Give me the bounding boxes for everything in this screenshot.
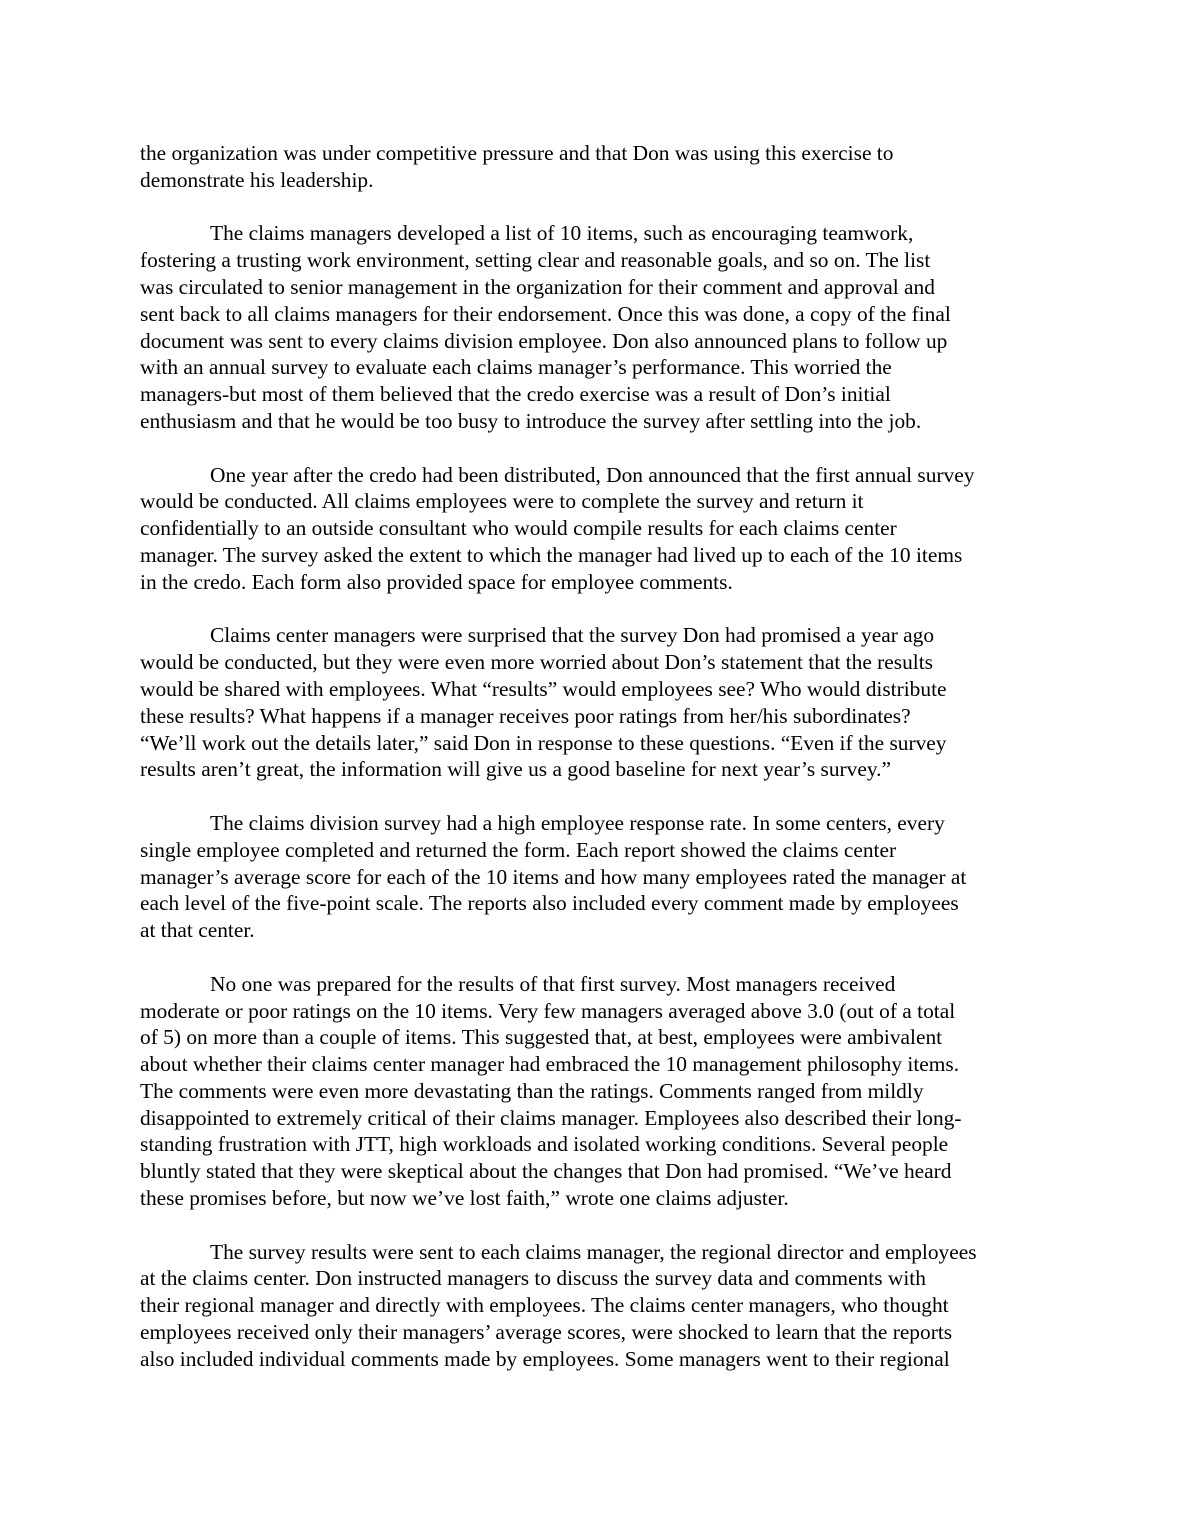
paragraph-results-distribution: The survey results were sent to each claims manager, the regional director and employees at the claims center. Don instructed managers to discuss the survey data and comments with their regional manager and directly with employees. The claims center managers, who thought employees received only their managers’ average scores, were shocked to learn that the reports also included individual comments made by employees. Some managers went to their regional	[140, 1239, 977, 1371]
paragraph-response-rate: The claims division survey had a high employee response rate. In some centers, every single employee completed and returned the form. Each report showed the claims center manager’s average score for each of the 10 items and how many employees rated the manager at each level of the five-point scale. The reports also included every comment made by employees at that center.	[140, 810, 967, 943]
paragraph-continuation: the organization was under competitive pressure and that Don was using this exercise to demonstrate his leadership.	[140, 141, 894, 192]
paragraph-survey-results: No one was prepared for the results of that first survey. Most managers received moderate or poor ratings on the 10 items. Very few managers averaged above 3.0 (out of a total of 5) on more than a couple of items. This suggested that, at best, employees were ambivalent about whether their claims center manager had embraced the 10 management philosophy items. The comments were even more devastating than the ratings. Comments ranged from mildly disappointed to extremely critical of their claims manager. Employees also described their long- standing frustration with JTT, high workloads and isolated working conditions. Several people bluntly stated that they were skeptical about the changes that Don had promised. “We’ve heard these promises before, but now we’ve lost faith,” wrote one claims adjuster.	[140, 971, 962, 1211]
paragraph-credo-list: The claims managers developed a list of 10 items, such as encouraging teamwork, fostering a trusting work environment, setting clear and reasonable goals, and so on. The list was circulated to senior management in the organization for their comment and approval and sent back to all claims managers for their endorsement. Once this was done, a copy of the final document was sent to every claims division employee. Don also announced plans to follow up with an annual survey to evaluate each claims manager’s performance. This worried the managers-but most of them believed that the credo exercise was a result of Don’s initial enthusiasm and that he would be too busy to introduce the survey after settling into the job.	[140, 221, 951, 433]
paragraph-annual-survey: One year after the credo had been distributed, Don announced that the first annual survey would be conducted. All claims employees were to complete the survey and return it confidentially to an outside consultant who would compile results for each claims center manager. The survey asked the extent to which the manager had lived up to each of the 10 items in the credo. Each form also provided space for employee comments.	[140, 462, 975, 594]
paragraph-manager-concerns: Claims center managers were surprised that the survey Don had promised a year ago would be conducted, but they were even more worried about Don’s statement that the results would be shared with employees. What “results” would employees see? Who would distribute these results? What happens if a manager receives poor ratings from her/his subordinates? “We’ll work out the details later,” said Don in response to these questions. “Even if the survey results aren’t great, the information will give us a good baseline for next year’s survey.”	[140, 623, 947, 782]
document-page	[140, 140, 1052, 1399]
